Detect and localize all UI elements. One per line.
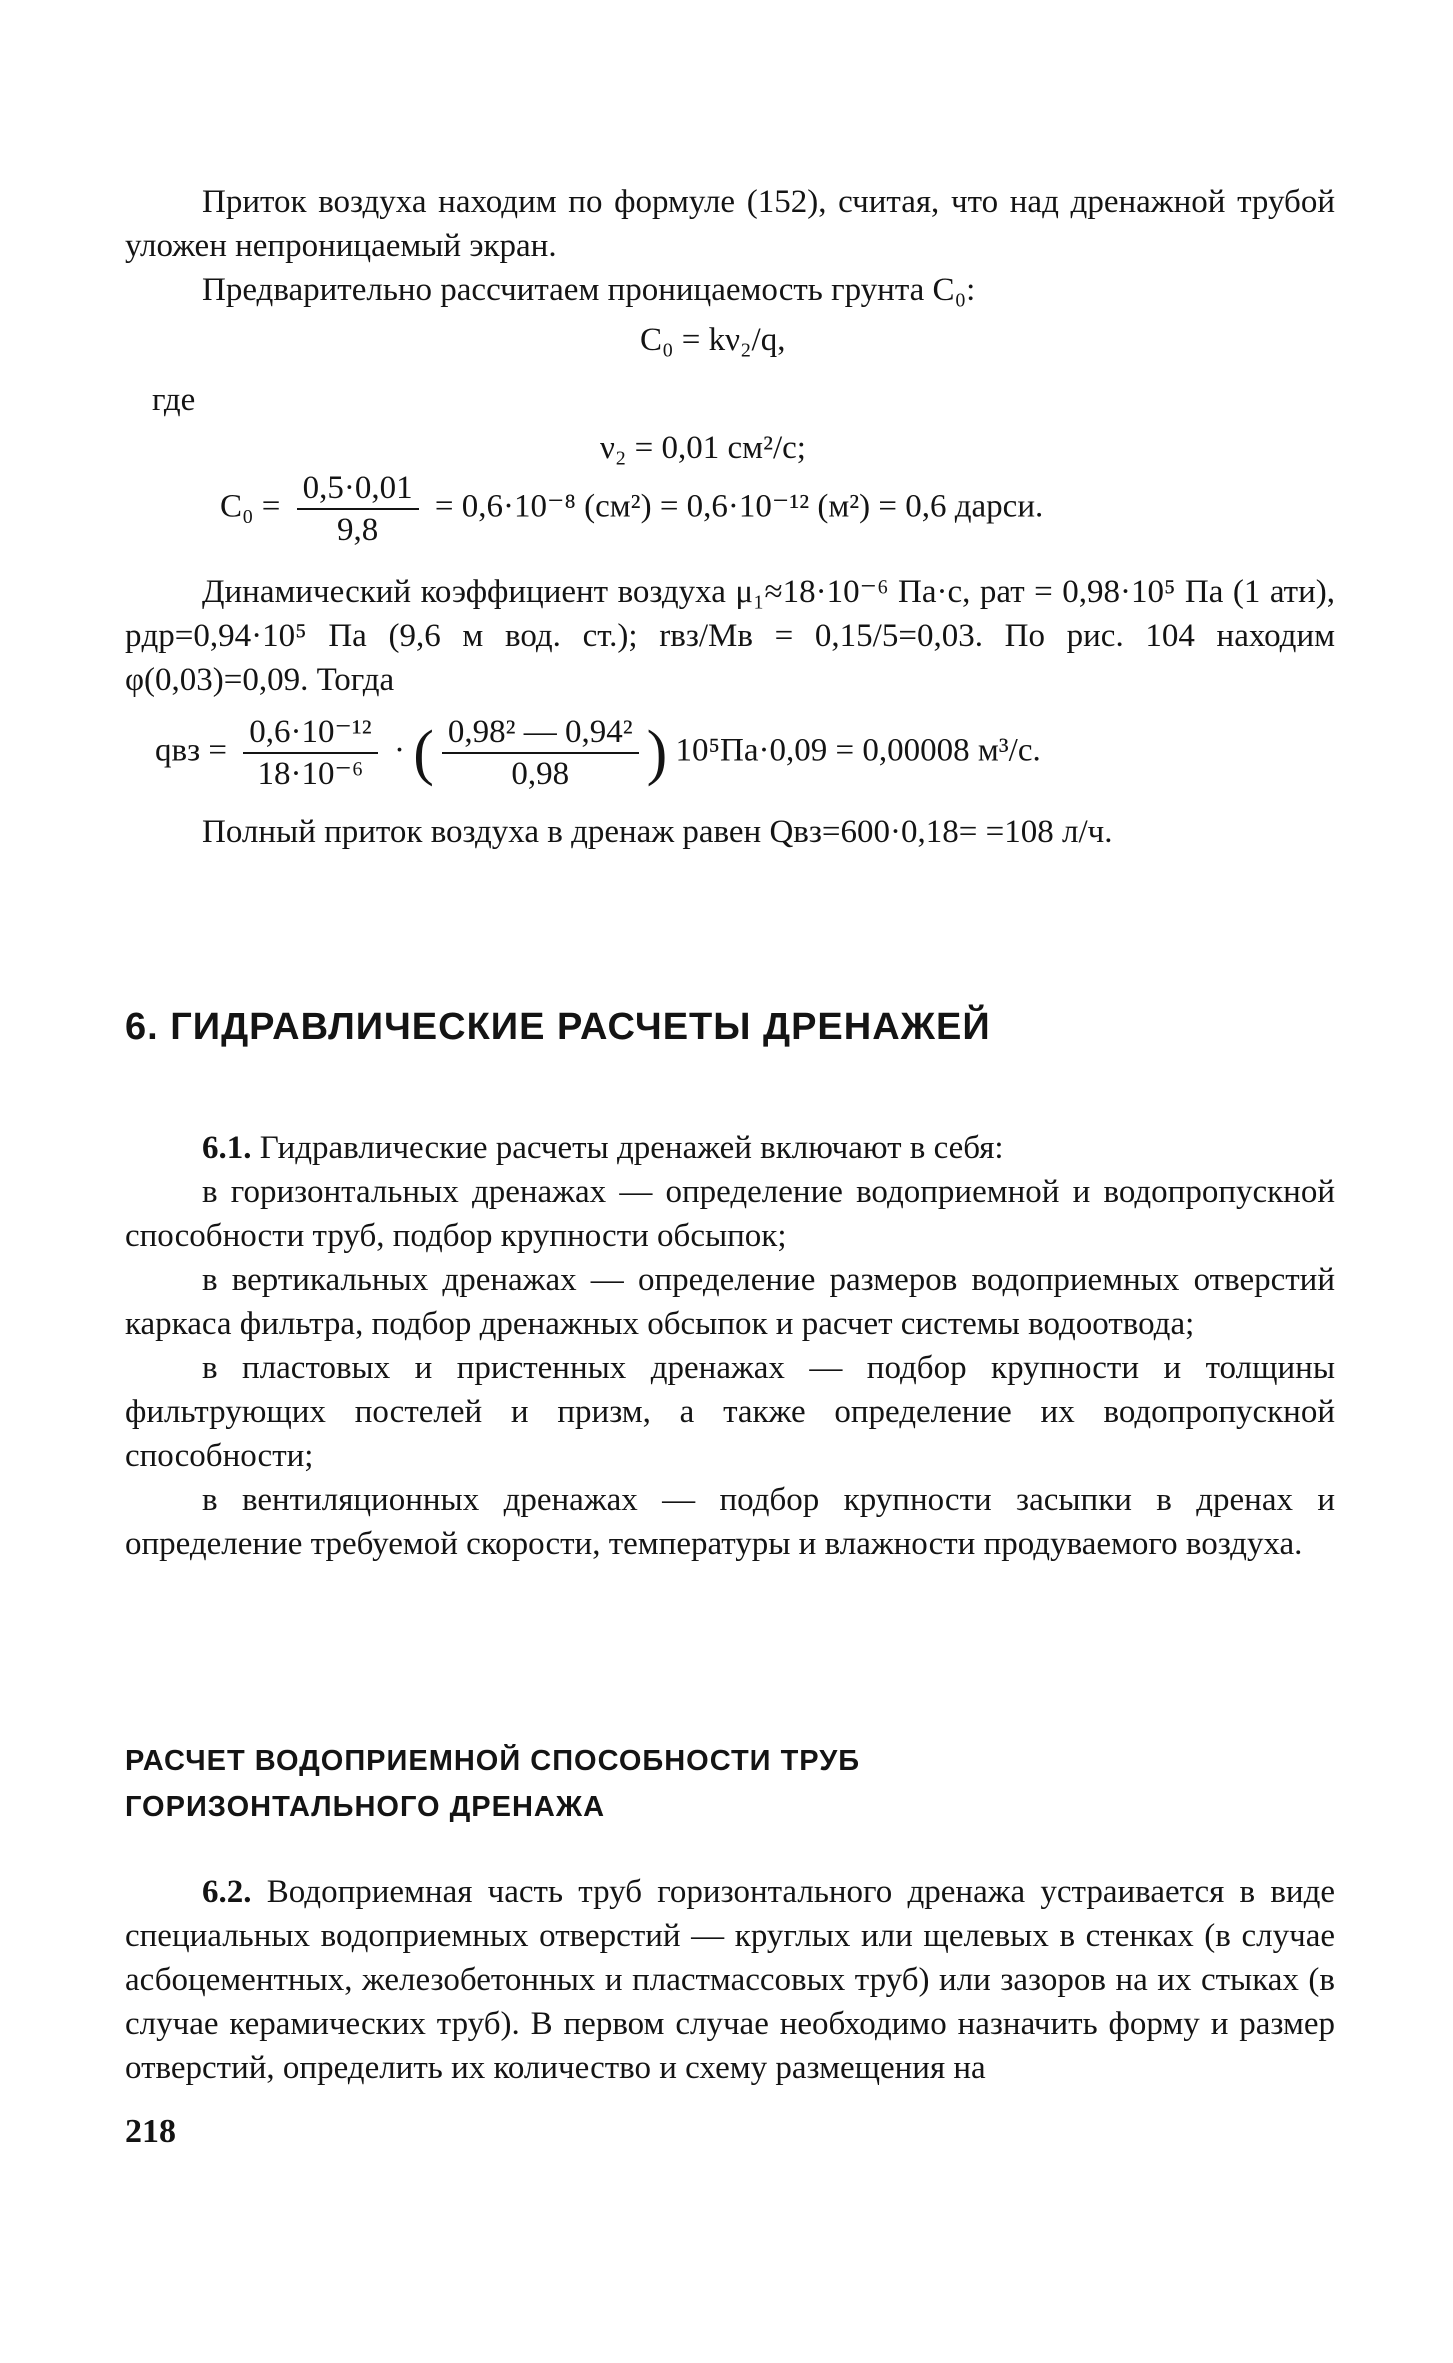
fraction-2 [442, 712, 639, 794]
multiply-dot: · [393, 732, 405, 769]
paragraph-6-1: 6.1. Гидравлические расчеты дренажей включают в себя: [202, 1130, 1004, 1166]
fraction-denominator: 18·10⁻⁶ [257, 756, 364, 792]
paragraph-6-2: 6.2. Водоприемная часть труб горизонтального дренажа устраивается в виде специальных водоприемных отверстий — круглых или щелевых в стенках (в случае асбоцементных, железобетонных и пластмассовых труб) или зазоров на их стыках (в случае керамических труб). В первом случае необходимо назначить форму и размер отверстий, определить их количество и схему размещения на [125, 1874, 1336, 2086]
total-inflow-block [125, 810, 1335, 854]
where-label: где [152, 382, 196, 418]
fraction-numerator: 0,98² — 0,94² [442, 712, 639, 754]
fraction [297, 468, 419, 550]
paragraph-permeability: Предварительно рассчитаем проницаемость грунта C₀: [202, 272, 976, 308]
formula-rhs: = 0,6·10⁻⁸ (см²) = 0,6·10⁻¹² (м²) = 0,6 дарси. [434, 488, 1044, 525]
formula-lhs: qвз = [155, 732, 227, 769]
formula-c0: C₀ = kν₂/q, [640, 322, 786, 358]
formula-rhs: 10⁵Па·0,09 = 0,00008 м³/с. [675, 732, 1041, 769]
list-item-ventilation: в вентиляционных дренажах — подбор крупности засыпки в дренах и определение требуемой скорости, температуры и влажности продуваемого воздуха. [125, 1482, 1335, 1562]
list-item-horizontal: в горизонтальных дренажах — определение водоприемной и водопропускной способности труб, подбор крупности обсыпок; [125, 1174, 1335, 1254]
paragraph-total-inflow: Полный приток воздуха в дренаж равен Qвз=600·0,18= =108 л/ч. [202, 814, 1113, 850]
list-item-vertical: в вертикальных дренажах — определение размеров водоприемных отверстий каркаса фильтра, подбор дренажных обсыпок и расчет системы водоотвода; [125, 1262, 1335, 1342]
fraction-numerator: 0,6·10⁻¹² [243, 712, 377, 754]
paragraph-number: 6.1. [202, 1130, 252, 1166]
section-title: 6. ГИДРАВЛИЧЕСКИЕ РАСЧЕТЫ ДРЕНАЖЕЙ [125, 1006, 991, 1048]
fraction-numerator: 0,5·0,01 [297, 468, 419, 510]
fraction-1 [243, 712, 377, 794]
intro-block [125, 180, 1335, 312]
subsection-title [125, 1738, 860, 1830]
subsection-title-line-1: РАСЧЕТ ВОДОПРИЕМНОЙ СПОСОБНОСТИ ТРУБ [125, 1745, 861, 1777]
subsection-title-line-2: ГОРИЗОНТАЛЬНОГО ДРЕНАЖА [125, 1791, 606, 1823]
viscosity-block [125, 570, 1335, 702]
paragraph-air-inflow: Приток воздуха находим по формуле (152), считая, что над дренажной трубой уложен непроницаемый экран. [125, 184, 1335, 264]
formula-q-calculation: qвз = $\frac{\text{0,6·10⁻¹²}}{\text{18·10⁻⁶}}$ · ( $\frac{\text{0,98² — 0,94²}}{0,98}$ ) 10⁵Па·0,09 = 0,00008 м³/с. [155, 714, 1041, 792]
formula-nu: ν₂ = 0,01 см²/с; [600, 430, 806, 466]
section-6-2 [125, 1870, 1335, 2090]
list-item-layered: в пластовых и пристенных дренажах — подбор крупности и толщины фильтрующих постелей и призм, а также определение их водопропускной способности; [125, 1350, 1335, 1474]
fraction-denominator: 9,8 [337, 512, 379, 548]
paragraph-viscosity: Динамический коэффициент воздуха μ₁≈18·10⁻⁶ Па·с, pат = 0,98·10⁵ Па (1 ати), pдр=0,94·10⁵ Па (9,6 м вод. ст.); rвз/Mв = 0,15/5=0,03. По рис. 104 находим φ(0,03)=0,09. Тогда [125, 574, 1335, 698]
section-6-1 [125, 1126, 1335, 1566]
paragraph-number: 6.2. [202, 1874, 252, 1910]
fraction-denominator: 0,98 [511, 756, 570, 792]
formula-lhs: C₀ = [220, 488, 281, 525]
formula-c0-calculation [220, 468, 1043, 550]
page-number: 218 [125, 2113, 176, 2150]
